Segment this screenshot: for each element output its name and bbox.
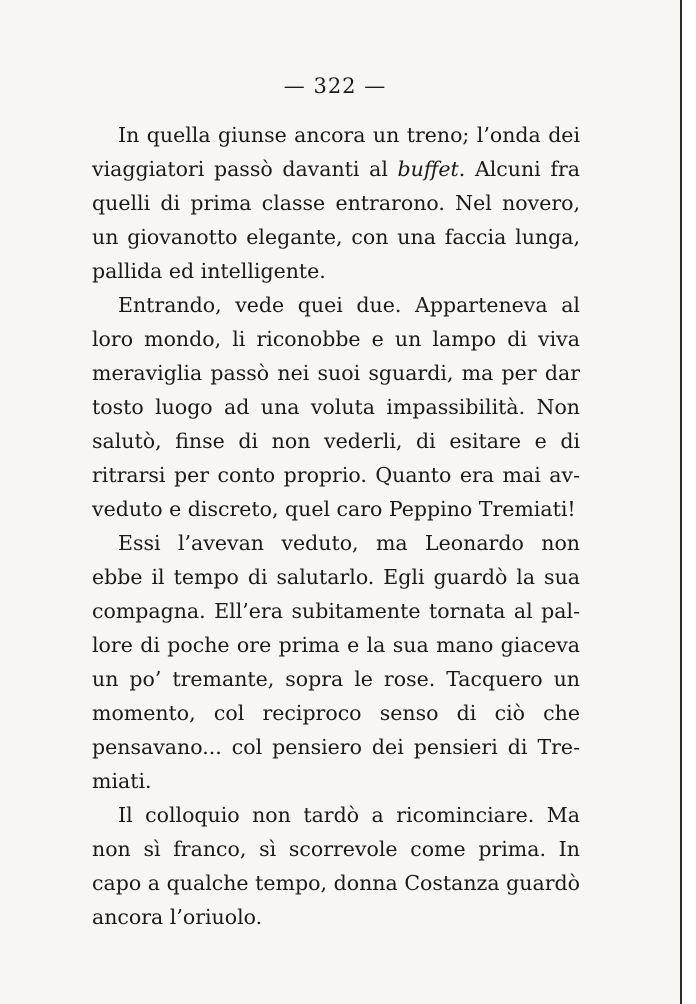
paragraph-1-italic-word: buffet	[397, 157, 459, 181]
paragraph-1-text-after: . Alcuni fra quelli di prima classe entrarono. Nel novero, un giovanotto elegante, con una faccia lunga, pallida ed intelligente.	[92, 157, 580, 283]
body-text	[92, 118, 580, 934]
paragraph-1-text-before: In quella giunse ancora un treno; l’onda dei viaggiatori passò davanti al	[92, 123, 580, 181]
paragraph-1	[92, 118, 580, 288]
paragraph-4: Il colloquio non tardò a ricominciare. Ma non sì franco, sì scorrevole come prima. In capo a qualche tempo, donna Costanza guardò ancora l’oriuolo.	[92, 803, 580, 929]
paragraph-2: Entrando, vede quei due. Apparteneva al loro mondo, li riconobbe e un lampo di viva meraviglia passò nei suoi sguardi, ma per dar tosto luogo ad una voluta impassibilità. Non salutò, finse di non vederli, di esitare e di ritrarsi per conto proprio. Quanto era mai avveduto e discreto, quel caro Peppino Tremiati!	[92, 293, 580, 521]
paragraph-3: Essi l’avevan veduto, ma Leonardo non ebbe il tempo di salutarlo. Egli guardò la sua compagna. Ell’era subitamente tornata al pallore di poche ore prima e la sua mano giaceva un po’ tremante, sopra le rose. Tacquero un momento, col reciproco senso di ciò che pensavano... col pensiero dei pensieri di Tremiati.	[92, 531, 580, 793]
binding-edge	[680, 0, 696, 1004]
page-number: — 322 —	[283, 74, 387, 98]
